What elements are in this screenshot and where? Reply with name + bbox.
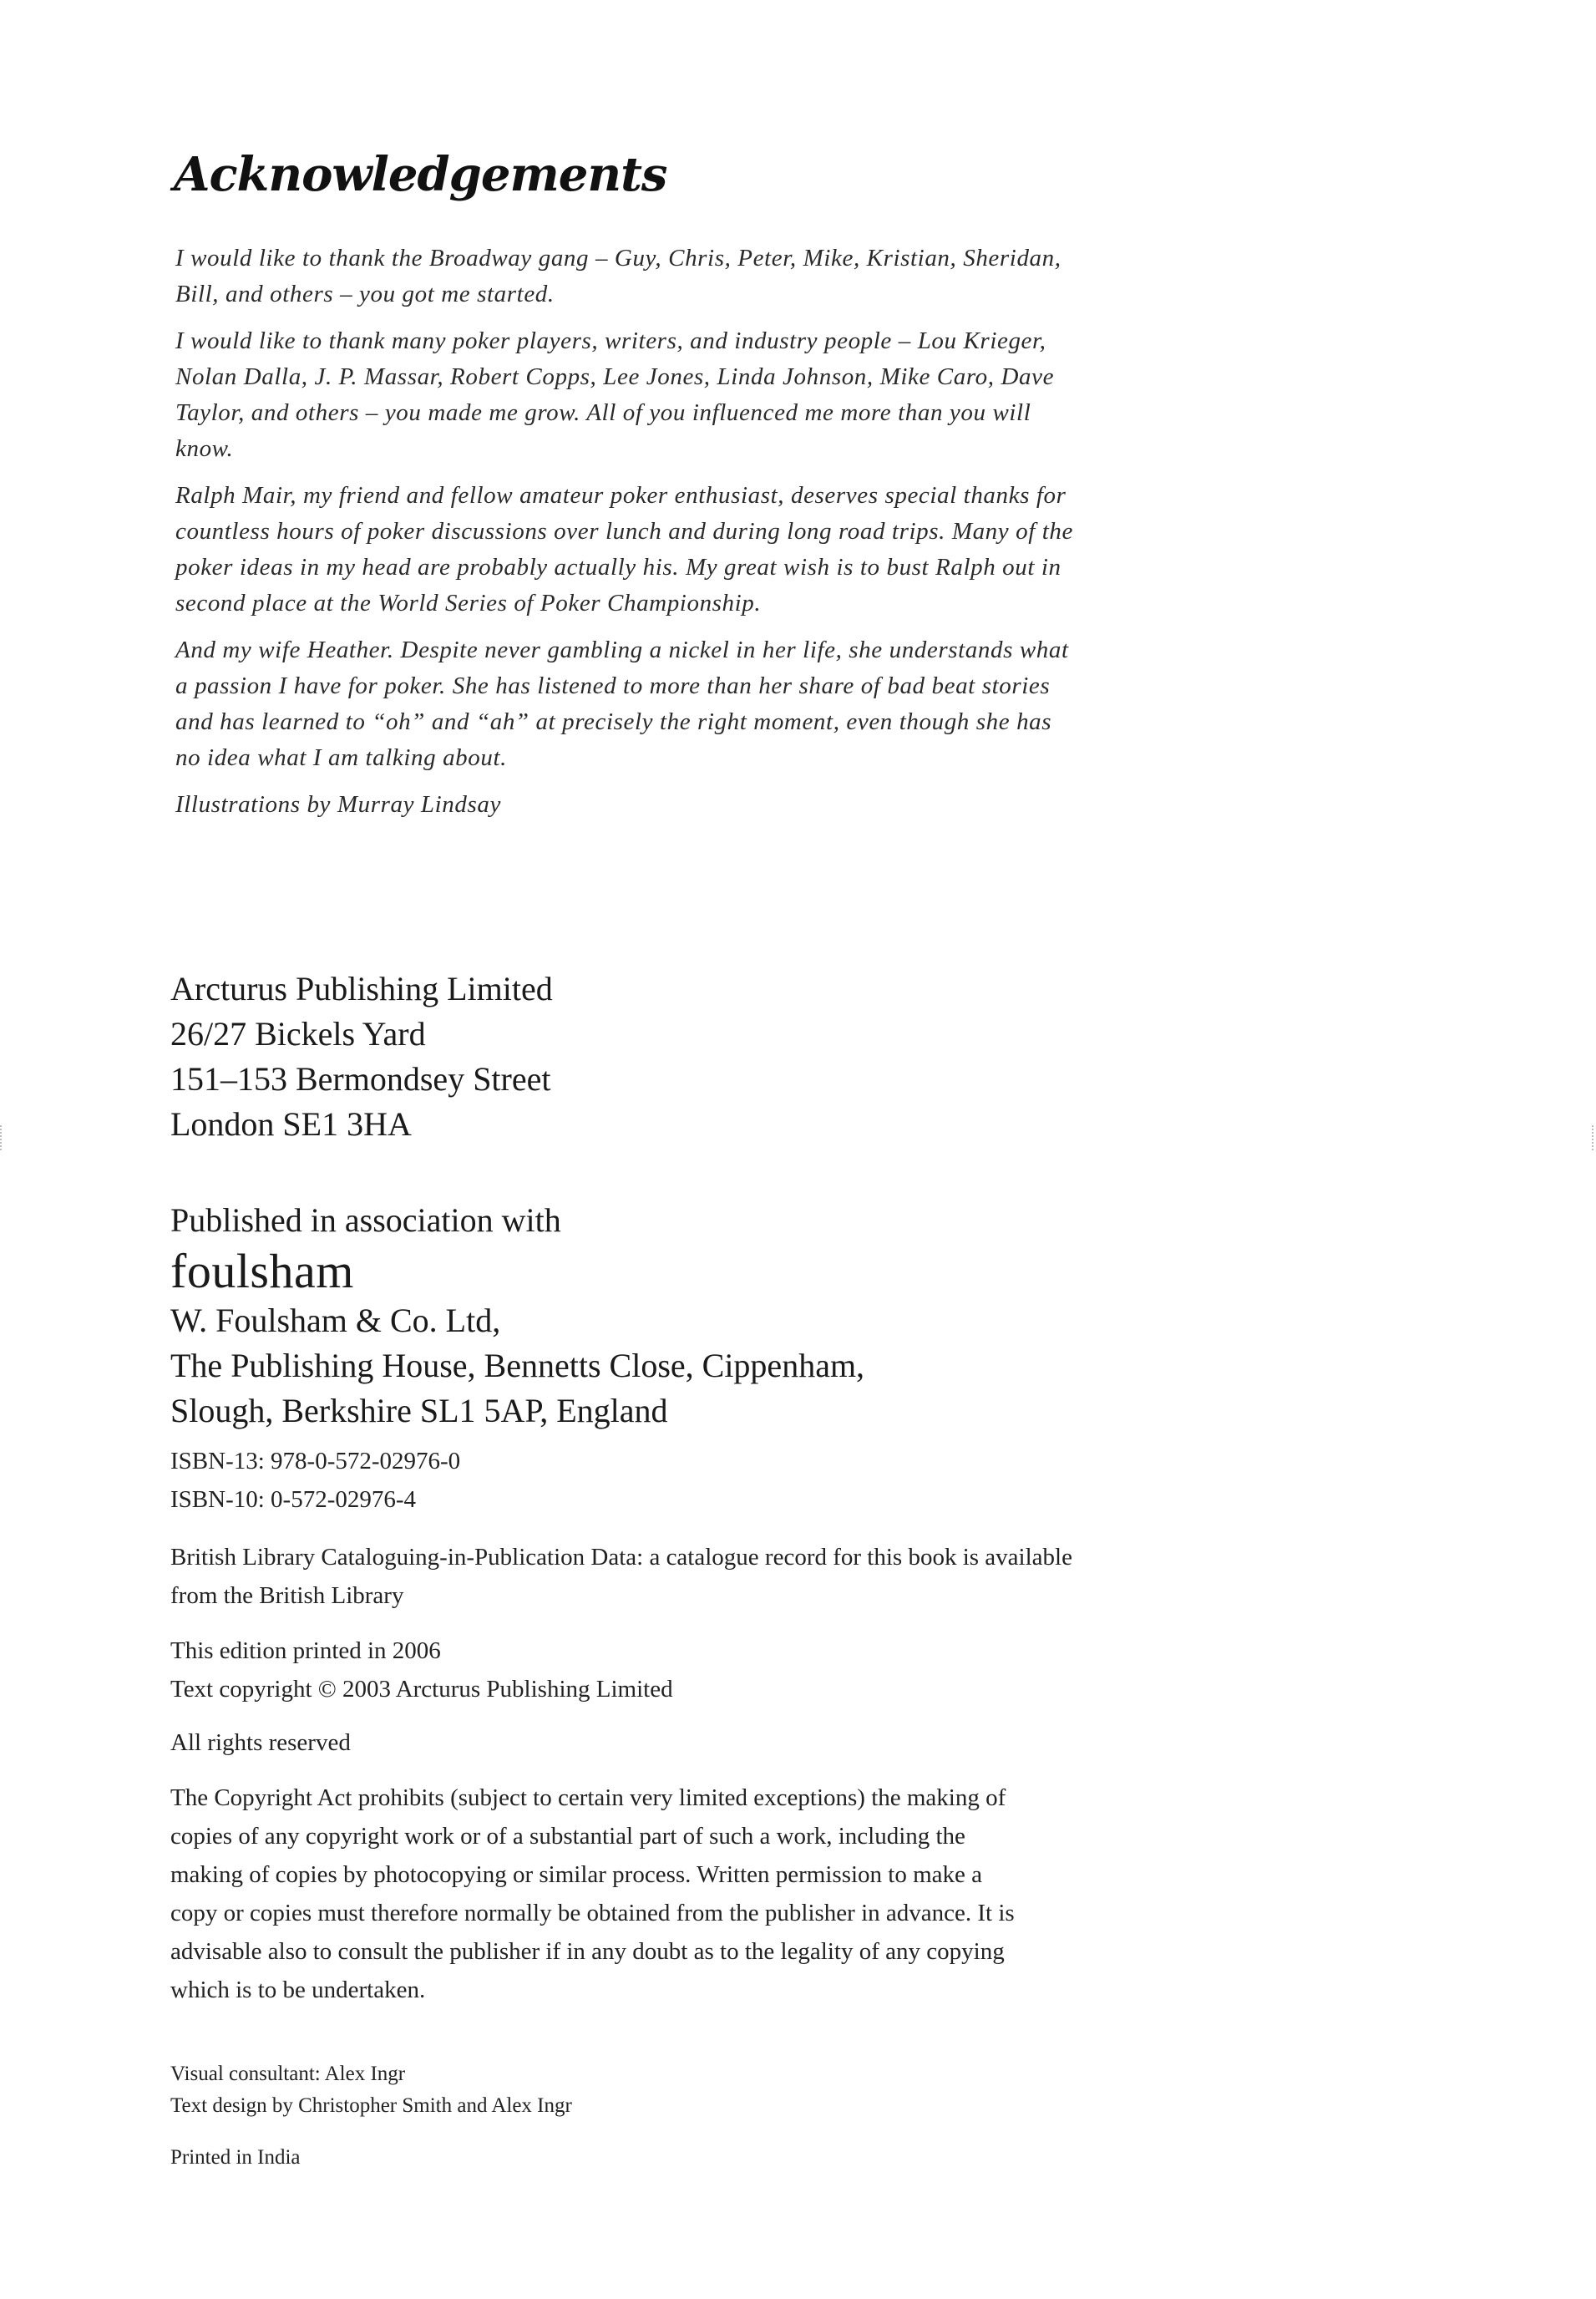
foulsham-brand: foulsham bbox=[170, 1244, 354, 1298]
illustrations-credit: Illustrations by Murray Lindsay bbox=[175, 791, 501, 818]
isbn-13: ISBN-13: 978-0-572-02976-0 bbox=[170, 1448, 461, 1474]
right-edge-mark bbox=[1592, 1125, 1595, 1150]
cataloguing-data: British Library Cataloguing-in-Publication Data: a catalogue record for this book is available from the British Library bbox=[170, 1544, 1072, 1609]
acknowledgement-paragraph: Ralph Mair, my friend and fellow amateur poker enthusiast, deserves special thanks for countless hours of poker discussions over lunch and during long road trips. Many of the poker ideas in my head are probably actually his. My great wish is to bust Ralph out in second place at the World Series of Poker Championship. bbox=[175, 482, 1073, 617]
address-line: Slough, Berkshire SL1 5AP, England bbox=[170, 1392, 668, 1429]
acknowledgement-paragraph: I would like to thank the Broadway gang – Guy, Chris, Peter, Mike, Kristian, Sheridan, Bill, and others – you got me started. bbox=[175, 245, 1061, 307]
association-intro: Published in association with bbox=[170, 1201, 561, 1239]
isbn-10: ISBN-10: 0-572-02976-4 bbox=[170, 1486, 417, 1513]
acknowledgement-paragraph: I would like to thank many poker players, writers, and industry people – Lou Krieger, Nolan Dalla, J. P. Massar, Robert Copps, Lee Jones, Linda Johnson, Mike Caro, Dave Taylor, and others – you made me grow. All of you influenced me more than you will know. bbox=[175, 327, 1055, 462]
company-name: W. Foulsham & Co. Ltd, bbox=[170, 1302, 501, 1339]
left-edge-mark bbox=[0, 1125, 3, 1150]
address-line: 151–153 Bermondsey Street bbox=[170, 1060, 551, 1098]
publisher-name: Arcturus Publishing Limited bbox=[170, 970, 553, 1007]
isbn-block bbox=[170, 1442, 460, 1519]
address-line: The Publishing House, Bennetts Close, Cippenham, bbox=[170, 1347, 865, 1384]
text-design-credit: Text design by Christopher Smith and Alex Ingr bbox=[170, 2094, 572, 2117]
publisher-address bbox=[170, 967, 553, 1147]
association-block bbox=[170, 1198, 864, 1434]
acknowledgement-paragraph: And my wife Heather. Despite never gambling a nickel in her life, she understands what a passion I have for poker. She has listened to more than her share of bad beat stories and has learned to “oh” and “ah” at precisely the right moment, even though she has no idea what I am talking about. bbox=[175, 637, 1069, 771]
printed-in: Printed in India bbox=[170, 2146, 301, 2169]
edition-printed: This edition printed in 2006 bbox=[170, 1637, 441, 1664]
visual-consultant: Visual consultant: Alex Ingr bbox=[170, 2063, 406, 2085]
address-line: 26/27 Bickels Yard bbox=[170, 1015, 426, 1053]
acknowledgements-heading: Acknowledgements bbox=[174, 147, 667, 202]
rights-reserved: All rights reserved bbox=[170, 1729, 351, 1756]
copyright-notice: The Copyright Act prohibits (subject to certain very limited exceptions) the making of copies of any copyright work or of a substantial part of such a work, including the making of copies by photocopying or similar process. Written permission to make a copy or copies must therefore normally be obtained from the publisher in advance. It is advisable also to consult the publisher if in any doubt as to the legality of any copying which is to be undertaken. bbox=[170, 1784, 1015, 2003]
edition-block bbox=[170, 1632, 1072, 1708]
text-copyright: Text copyright © 2003 Arcturus Publishing Limited bbox=[170, 1676, 673, 1703]
address-line: London SE1 3HA bbox=[170, 1105, 412, 1143]
acknowledgements-body bbox=[175, 241, 1077, 834]
design-credits bbox=[170, 2058, 572, 2122]
